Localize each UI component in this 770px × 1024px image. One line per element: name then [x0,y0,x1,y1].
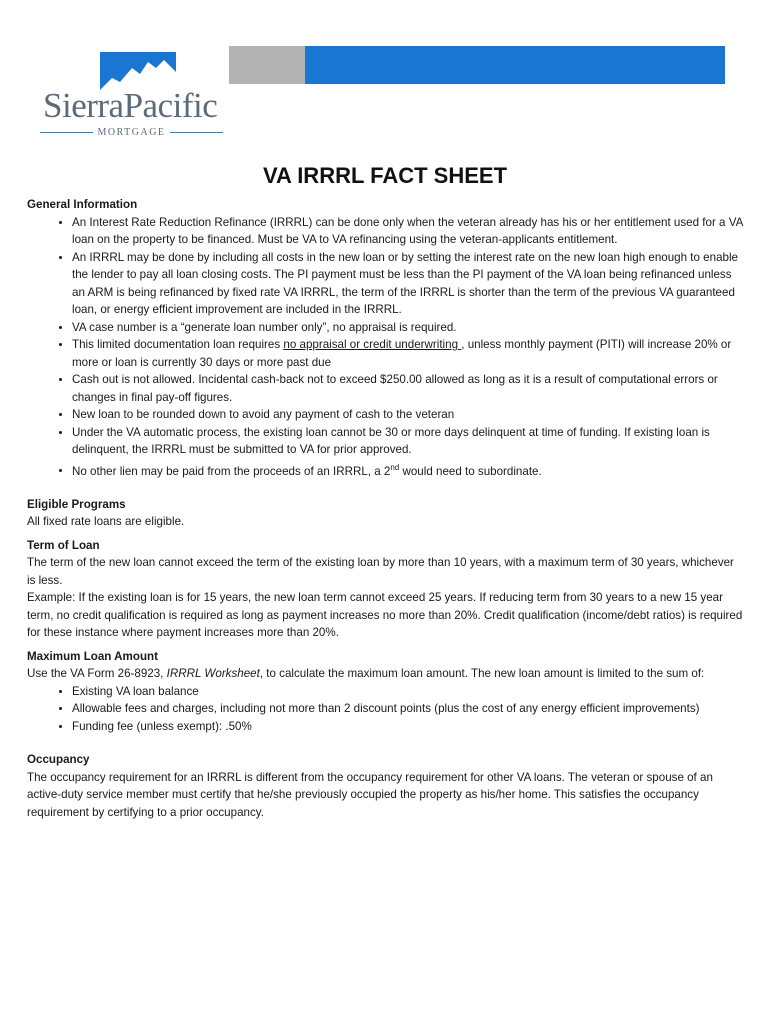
company-logo [40,44,225,139]
page-title: VA IRRRL FACT SHEET [262,163,508,188]
header-bar-blue [305,46,725,84]
logo-subtitle-row [40,127,223,138]
eligible-programs-heading: Eligible Programs [27,497,126,511]
general-information-heading: General Information [27,198,138,211]
list-item: • Existing VA loan balance [72,683,743,701]
text-run: , to calculate the maximum loan amount. The new loan amount is limited to the sum of: [259,667,705,681]
mountain-icon [98,44,178,92]
logo-name: SierraPacific [43,86,218,125]
list-item: • Under the VA automatic process, the existing loan cannot be 30 or more days delinquent at time of funding. If existing loan is delinquent, the IRRRL must be submitted to VA for prior approved. [72,424,743,459]
text-run: , unless monthly payment (PITI) will increase 20% or more or loan is currently 30 days or more past due [72,338,732,369]
text-run: would need to subordinate. [399,464,542,478]
occupancy-section [27,751,743,821]
header-bar-gray [229,46,305,84]
list-item: • VA case number is a “generate loan number only”, no appraisal is required. [72,319,743,337]
logo-rule-right [170,132,223,133]
term-of-loan-section [27,537,743,642]
eligible-programs-text: All fixed rate loans are eligible. [27,515,185,529]
maximum-loan-list [27,683,743,736]
maximum-loan-amount-section [27,648,743,736]
list-item: • An IRRRL may be done by including all costs in the new loan or by setting the interest rate on the new loan high enough to enable the lender to pay all loan closing costs. The PI payment must be less than the PI payment of the VA loan being refinanced unless an ARM is being refinanced by fixed rate VA IRRRL, the term of the IRRRL is shorter than the term of the previous VA guaranteed loan, or energy efficient improvement are included in the IRRRL. [72,249,743,319]
list-item: • Allowable fees and charges, including not more than 2 discount points (plus the cost of any energy efficient improvements) [72,700,743,718]
occupancy-heading: Occupancy [27,753,90,767]
term-example-paragraph: Example: If the existing loan is for 15 years, the new loan term cannot exceed 25 years. If reducing term from 30 years to a new 15 year term, no credit qualification is required as long as payment increases no more than 20%. Credit qualification (income/debt ratios) is required for these instance where payment increases more than 20%. [27,591,743,640]
logo-subtitle: MORTGAGE [97,127,166,138]
eligible-programs-section [27,496,743,531]
general-information-list [27,214,743,480]
superscript: nd [390,462,400,472]
document-body [27,196,743,821]
underlined-text: no appraisal or credit underwriting [283,338,462,351]
list-item: • New loan to be rounded down to avoid any payment of cash to the veteran [72,406,743,424]
text-run: No other lien may be paid from the proceeds of an IRRRL, a 2 [72,464,391,478]
list-item [72,336,743,371]
term-of-loan-heading: Term of Loan [27,538,100,552]
maximum-loan-amount-heading: Maximum Loan Amount [27,649,158,663]
form-title: IRRRL Worksheet [166,667,260,681]
occupancy-text: The occupancy requirement for an IRRRL is different from the occupancy requirement for other VA loans. The veteran or spouse of an active-duty service member must certify that he/she previously occupied the property as his/her home. This satisfies the occupancy requirement by certifying to a prior occupancy. [27,770,713,819]
text-run: This limited documentation loan requires [72,338,284,351]
list-item [72,459,743,480]
general-information-section [27,196,743,480]
term-paragraph: The term of the new loan cannot exceed the term of the existing loan by more than 10 years, with a maximum term of 30 years, whichever is less. [27,556,734,587]
text-run: Use the VA Form 26-8923, [27,667,167,681]
list-item: • An Interest Rate Reduction Refinance (IRRRL) can be done only when the veteran already has his or her entitlement used for a VA loan on the property to be financed. Must be VA to VA refinancing using the veteran-applicants entitlement. [72,214,743,249]
list-item: • Funding fee (unless exempt): .50% [72,718,743,736]
list-item: • Cash out is not allowed. Incidental cash-back not to exceed $250.00 allowed as long as it is a result of computational errors or changes in final pay-off figures. [72,371,743,406]
logo-rule-left [40,132,93,133]
maximum-loan-intro [27,665,743,683]
